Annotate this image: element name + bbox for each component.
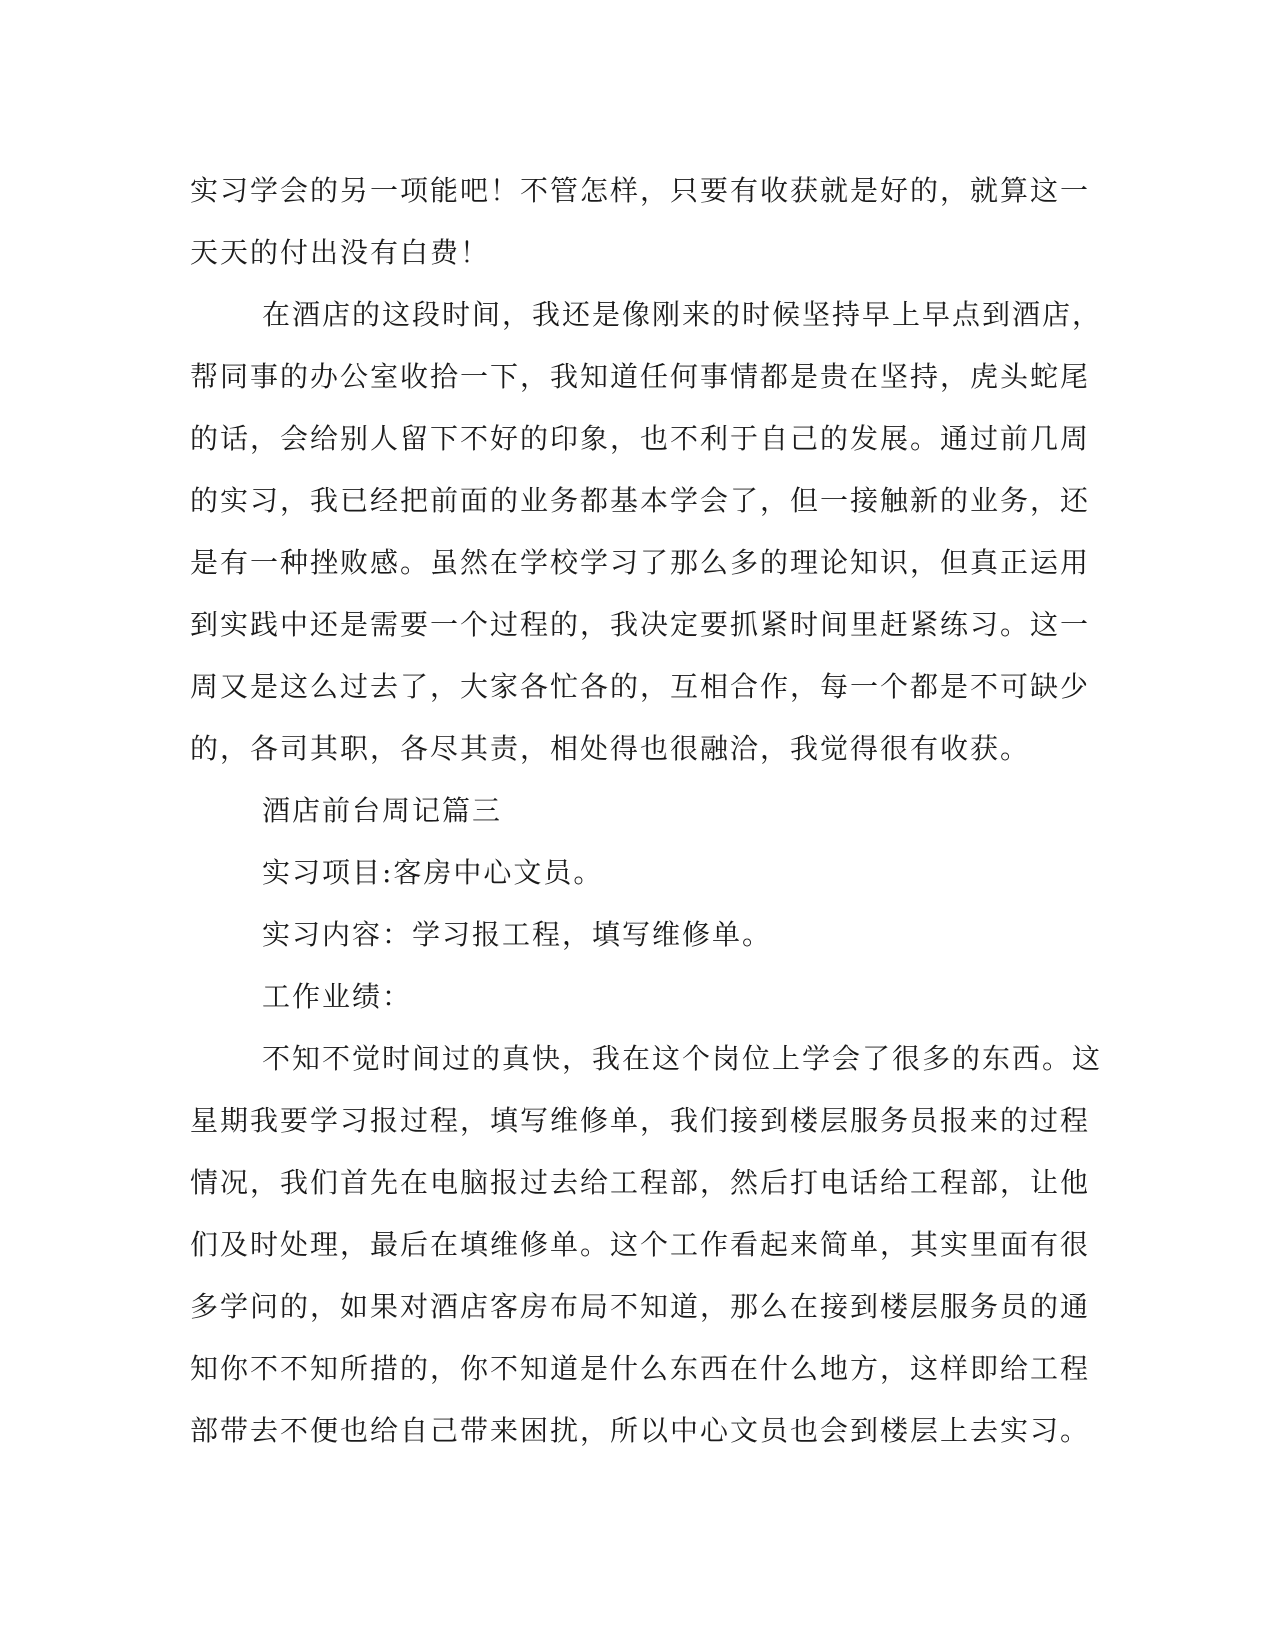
text-line: 的话，会给别人留下不好的印象，也不利于自己的发展。通过前几周 — [190, 422, 1091, 455]
text-line: 到实践中还是需要一个过程的，我决定要抓紧时间里赶紧练习。这一 — [190, 608, 1091, 641]
text-line: 部带去不便也给自己带来困扰，所以中心文员也会到楼层上去实习。 — [190, 1414, 1091, 1447]
text-line: 的，各司其职，各尽其责，相处得也很融洽，我觉得很有收获。 — [190, 732, 1031, 765]
text-line: 知你不不知所措的，你不知道是什么东西在什么地方，这样即给工程 — [190, 1352, 1091, 1385]
text-line: 实习学会的另一项能吧！不管怎样，只要有收获就是好的，就算这一 — [190, 174, 1091, 207]
text-line: 天天的付出没有白费！ — [190, 236, 491, 269]
text-line: 工作业绩： — [262, 980, 413, 1013]
text-line: 的实习，我已经把前面的业务都基本学会了，但一接触新的业务，还 — [190, 484, 1091, 517]
text-line: 们及时处理，最后在填维修单。这个工作看起来简单，其实里面有很 — [190, 1228, 1091, 1261]
text-line: 星期我要学习报过程，填写维修单，我们接到楼层服务员报来的过程 — [190, 1104, 1091, 1137]
text-line: 周又是这么过去了，大家各忙各的，互相合作，每一个都是不可缺少 — [190, 670, 1091, 703]
text-line: 实习项目:客房中心文员。 — [262, 856, 604, 889]
text-line: 在酒店的这段时间，我还是像刚来的时候坚持早上早点到酒店， — [262, 298, 1103, 331]
text-line: 是有一种挫败感。虽然在学校学习了那么多的理论知识，但真正运用 — [190, 546, 1091, 579]
text-line: 不知不觉时间过的真快，我在这个岗位上学会了很多的东西。这 — [262, 1042, 1103, 1075]
text-line: 帮同事的办公室收拾一下，我知道任何事情都是贵在坚持，虎头蛇尾 — [190, 360, 1091, 393]
text-line: 实习内容：学习报工程，填写维修单。 — [262, 918, 773, 951]
text-line: 多学问的，如果对酒店客房布局不知道，那么在接到楼层服务员的通 — [190, 1290, 1091, 1323]
section-heading: 酒店前台周记篇三 — [262, 794, 503, 827]
text-line: 情况，我们首先在电脑报过去给工程部，然后打电话给工程部，让他 — [190, 1166, 1091, 1199]
document-body — [190, 160, 1103, 1462]
